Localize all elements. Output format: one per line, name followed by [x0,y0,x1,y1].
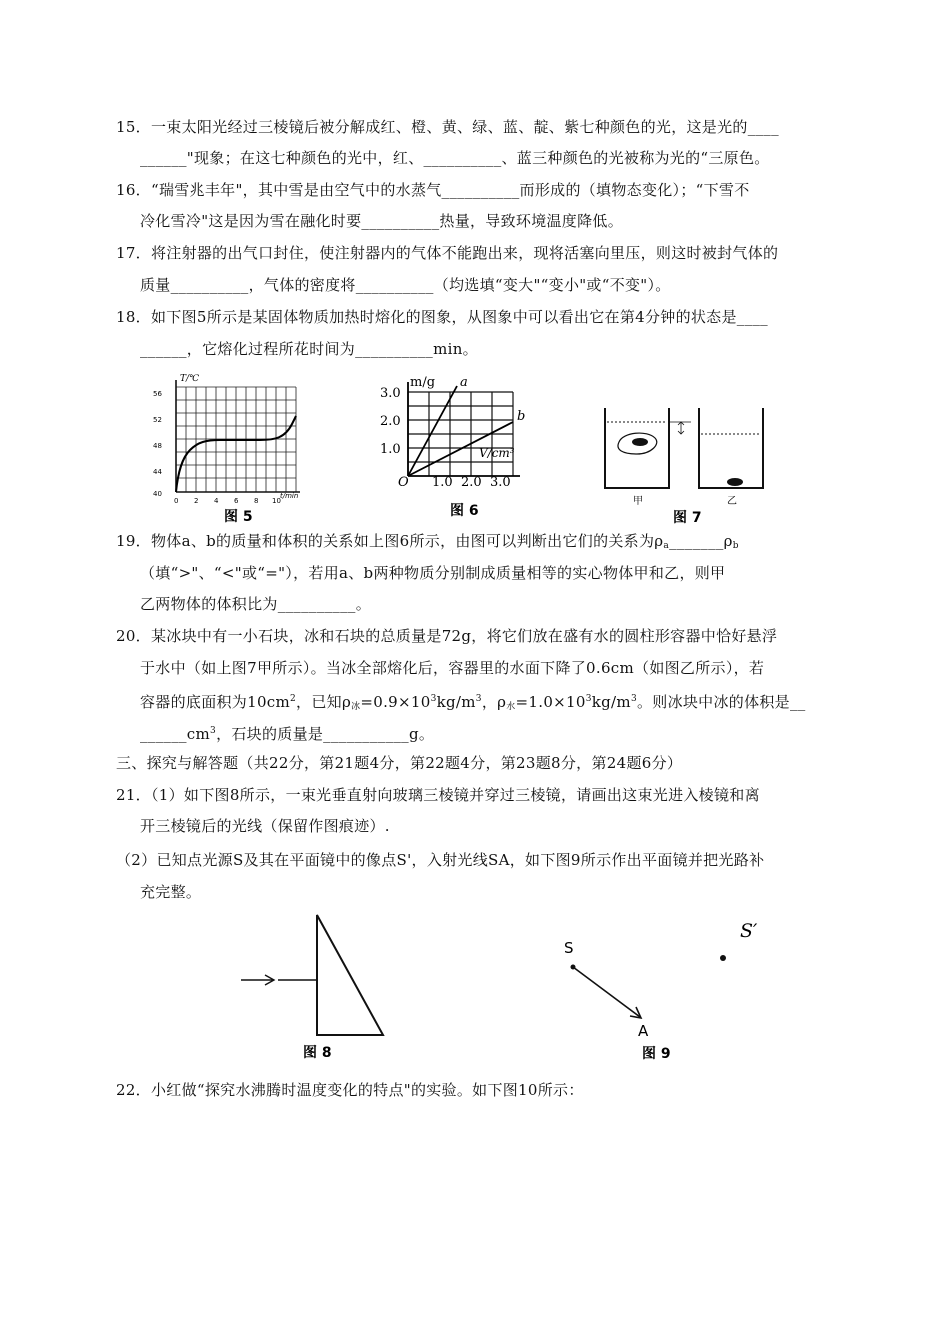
q20-text: ，已知ρ [296,693,352,711]
q18-line-2: ______，它熔化过程所花时间为__________min。 [140,340,478,358]
q21-line-1: 21．（1）如下图8所示，一束光垂直射向玻璃三棱镜并穿过三棱镜，请画出这束光进入棱镜和离 [116,786,760,804]
fig6-caption: 图 6 [450,503,479,519]
fig5-ytick: 48 [153,442,162,450]
rho-b-subscript: b [732,541,739,551]
q17-line-2: 质量__________，气体的密度将__________（均选填“变大"“变小"或“不变"）。 [140,276,671,294]
fig6-ytick: 2.0 [380,414,401,429]
fig5-xtick: 8 [254,497,259,505]
figure-9-mirror [540,905,800,1065]
figure-6-mass-volume-graph [370,372,540,524]
fig8-caption: 图 8 [303,1045,332,1061]
rho-a-subscript: a [663,541,670,551]
superscript: 3 [430,694,437,704]
q15-line-2: ______"现象；在这七种颜色的光中，红、__________、蓝三种颜色的光被称为光的“三原色。 [140,149,770,167]
subscript: 冰 [351,702,361,712]
q19-text: 19．物体a、b的质量和体积的关系如上图6所示，由图可以判断出它们的关系为ρ [116,532,664,550]
fig5-ytick: 40 [153,490,162,498]
q20-text: ，石块的质量是___________g。 [216,725,435,743]
figure-8-prism [145,905,405,1065]
superscript: 3 [475,694,482,704]
fig5-xtick: 2 [194,497,199,505]
fig6-xtick: 3.0 [490,475,511,490]
fig7-label-yi: 乙 [727,496,737,507]
superscript: 3 [585,694,592,704]
section-3-heading: 三、探究与解答题（共22分，第21题4分，第22题4分，第23题8分，第24题6分） [116,754,683,772]
point-s-label: S [564,939,574,957]
q20-text: 容器的底面积为10cm [140,693,291,711]
fig6-xlabel: V/cm³ [479,446,515,460]
figure-5-melting-graph [150,372,310,524]
fig7-label-jia: 甲 [633,496,643,507]
fig5-ylabel: T/℃ [180,374,200,384]
superscript: 2 [290,694,297,704]
q20-text: =1.0×10 [515,693,586,711]
q20-line-1: 20．某冰块中有一小石块，冰和石块的总质量是72g，将它们放在盛有水的圆柱形容器中恰好悬浮 [116,627,778,645]
q20-text: 。则冰块中冰的体积是__ [636,693,806,711]
fig5-ytick: 56 [153,390,162,398]
point-a-label: A [638,1022,649,1040]
q15-line-1: 15．一束太阳光经过三棱镜后被分解成红、橙、黄、绿、蓝、靛、紫七种颜色的光，这是光的____ [116,118,779,136]
fig5-ytick: 44 [153,468,162,476]
superscript: 3 [630,694,637,704]
fig7-caption: 图 7 [673,510,702,526]
q19-blank: _______ρ [669,532,733,550]
container-left [605,408,669,488]
fig6-label-b: b [517,409,526,424]
fig6-ytick: 3.0 [380,386,401,401]
superscript: 3 [210,726,217,736]
q17-line-1: 17．将注射器的出气口封住，使注射器内的气体不能跑出来，现将活塞向里压，则这时被封气体的 [116,244,779,262]
fig5-xtick: 0 [174,497,179,505]
fig9-caption: 图 9 [642,1046,671,1062]
fig6-xtick: 2.0 [461,475,482,490]
fig6-origin: O [398,475,409,490]
q21-line-4: 充完整。 [140,883,202,901]
q20-text: kg/m [436,693,476,711]
point-s-prime-label: S′ [740,920,758,942]
figure-7-ice-containers [595,400,775,526]
q21-line-3: （2）已知点光源S及其在平面镜中的像点S'，入射光线SA，如下图9所示作出平面镜并把光路补 [116,851,765,869]
q16-line-1: 16．“瑞雪兆丰年"，其中雪是由空气中的水蒸气__________而形成的（填物态变化）；“下雪不 [116,181,750,199]
q22-line-1: 22．小红做“探究水沸腾时温度变化的特点"的实验。如下图10所示： [116,1081,584,1099]
point-s-prime [720,955,726,961]
fig6-ylabel: m/g [410,375,436,390]
q19-line-1 [116,531,739,556]
fig5-xtick: 6 [234,497,239,505]
q20-line-4 [140,721,434,744]
stone-at-bottom [727,478,743,486]
q20-line-3 [140,689,806,717]
subscript: 水 [506,702,516,712]
q18-line-1: 18．如下图5所示是某固体物质加热时熔化的图象，从图象中可以看出它在第4分钟的状态是____ [116,308,768,326]
q20-text: =0.9×10 [360,693,431,711]
q20-text: ，ρ [481,693,507,711]
fig5-ytick: 52 [153,416,162,424]
incident-ray-sa [573,967,640,1017]
fig6-ytick: 1.0 [380,442,401,457]
q19-line-2: （填“>"、“<"或“="），若用a、b两种物质分别制成质量相等的实心物体甲和乙，则甲 [140,564,726,582]
q20-line-2: 于水中（如上图7甲所示）。当冰全部熔化后，容器里的水面下降了0.6cm（如图乙所示），若 [140,659,765,677]
q21-line-2: 开三棱镜后的光线（保留作图痕迹）. [140,817,390,835]
q19-line-3: 乙两物体的体积比为__________。 [140,595,372,613]
q16-line-2: 冷化雪冷"这是因为雪在融化时要__________热量，导致环境温度降低。 [140,212,624,230]
fig5-xtick: 4 [214,497,219,505]
stone-in-ice [632,438,648,446]
q20-text: ______cm [140,725,211,743]
fig5-xlabel: t/min [280,492,299,500]
fig5-xtick: 10 [272,497,281,505]
fig5-caption: 图 5 [224,509,253,524]
fig6-label-a: a [460,375,468,390]
container-right [699,408,763,488]
fig6-xtick: 1.0 [432,475,453,490]
q20-text: kg/m [591,693,631,711]
prism-triangle [317,915,383,1035]
